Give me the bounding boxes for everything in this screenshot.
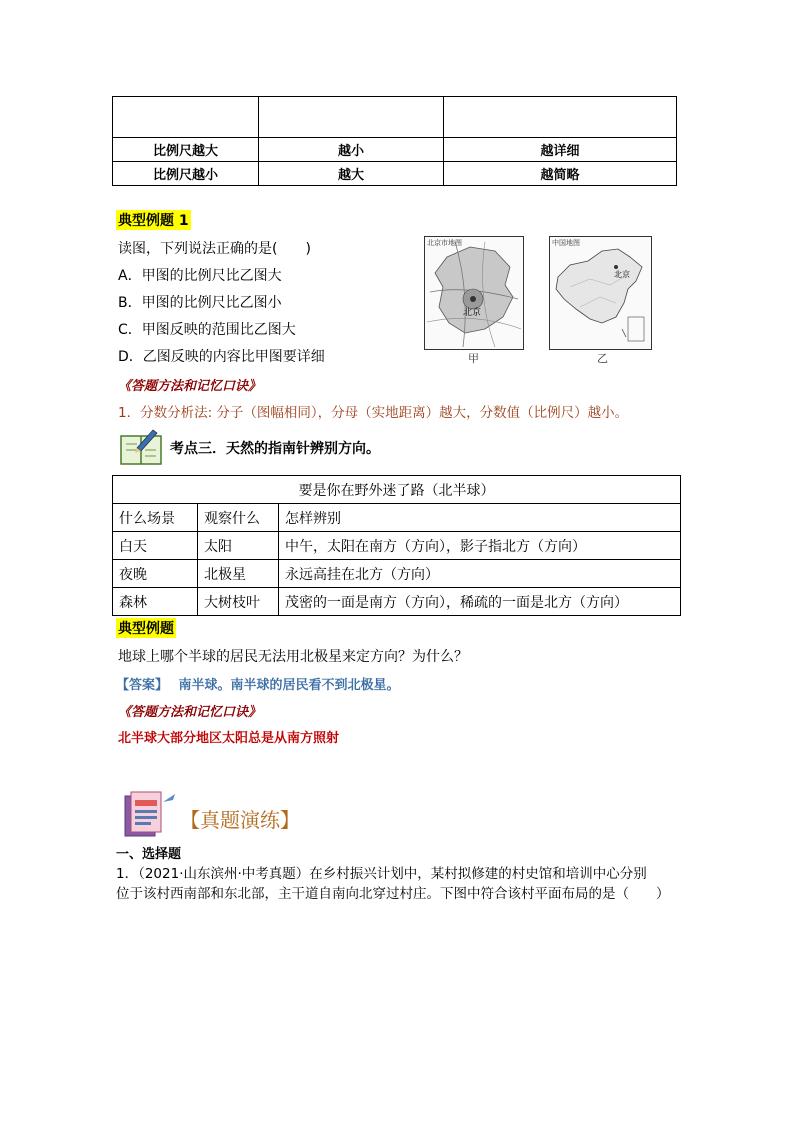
table-cell: 永远高挂在北方（方向） <box>279 560 681 588</box>
table-cell <box>113 97 259 138</box>
table-cell: 太阳 <box>198 532 279 560</box>
example-tag: 典型例题 <box>116 618 176 638</box>
column-header: 观察什么 <box>198 504 279 532</box>
example-question: 读图，下列说法正确的是( ) <box>118 241 311 257</box>
point-three-label: 考点三．天然的指南针辨别方向。 <box>170 441 380 457</box>
table-cell: 越大 <box>259 162 444 186</box>
table-cell <box>259 97 444 138</box>
table-cell <box>444 97 677 138</box>
method-line: 1．分数分析法: 分子（图幅相同），分母（实地距离）越大，分数值（比例尺）越小。 <box>118 405 629 421</box>
table-row <box>113 532 681 560</box>
table-cell: 森林 <box>113 588 198 616</box>
table-title: 要是你在野外迷了路（北半球） <box>113 476 681 504</box>
map-city-label: 北京 <box>614 270 630 279</box>
table-row <box>113 588 681 616</box>
example-tag: 典型例题 1 <box>116 210 191 230</box>
beijing-map-image <box>424 236 524 350</box>
method-line: 北半球大部分地区太阳总是从南方照射 <box>118 731 340 746</box>
question-line: 1．（2021·山东滨州·中考真题）在乡村振兴计划中，某村拟修建的村史馆和培训中心分别 <box>116 866 647 882</box>
book-pencil-icon <box>119 426 163 466</box>
table-header-row <box>113 504 681 532</box>
column-header: 怎样辨别 <box>279 504 681 532</box>
method-heading: 《答题方法和记忆口诀》 <box>118 379 262 394</box>
question-line: 位于该村西南部和东北部，主干道自南向北穿过村庄。下图中符合该村平面布局的是（ ） <box>116 886 670 902</box>
table-row <box>113 560 681 588</box>
table-cell: 越详细 <box>444 138 677 162</box>
table-cell: 中午，太阳在南方（方向），影子指北方（方向） <box>279 532 681 560</box>
direction-table <box>112 475 681 616</box>
option-a: A．甲图的比例尺比乙图大 <box>118 268 282 284</box>
table-title-row <box>113 476 681 504</box>
method-heading: 《答题方法和记忆口诀》 <box>118 705 262 720</box>
practice-title: 【真题演练】 <box>180 808 300 832</box>
table-cell: 越小 <box>259 138 444 162</box>
option-d: D．乙图反映的内容比甲图要详细 <box>118 349 325 365</box>
table-header-row <box>113 97 677 138</box>
table-cell: 北极星 <box>198 560 279 588</box>
table-cell: 白天 <box>113 532 198 560</box>
china-map-image <box>549 236 652 350</box>
map-title: 北京市地图 <box>427 239 462 247</box>
table-row <box>113 138 677 162</box>
map-city-label: 北京 <box>463 308 482 318</box>
section-heading: 一、选择题 <box>116 847 182 862</box>
table-cell: 越简略 <box>444 162 677 186</box>
table-cell: 茂密的一面是南方（方向），稀疏的一面是北方（方向） <box>279 588 681 616</box>
table-row <box>113 162 677 186</box>
china-map-drawing <box>550 237 651 349</box>
answer-label: 【答案】 <box>116 678 169 693</box>
practice-icon <box>121 790 179 838</box>
table-cell: 夜晚 <box>113 560 198 588</box>
map-caption-yi: 乙 <box>597 352 608 365</box>
map-title: 中国地图 <box>552 239 580 247</box>
example-question: 地球上哪个半球的居民无法用北极星来定方向？为什么？ <box>118 649 468 665</box>
answer-text: 南半球。南半球的居民看不到北极星。 <box>178 678 400 693</box>
table-cell: 大树枝叶 <box>198 588 279 616</box>
beijing-map-drawing <box>425 237 523 349</box>
answer-line <box>116 674 400 693</box>
table-cell: 比例尺越小 <box>113 162 259 186</box>
table-cell: 比例尺越大 <box>113 138 259 162</box>
option-b: B．甲图的比例尺比乙图小 <box>118 295 282 311</box>
option-c: C．甲图反映的范围比乙图大 <box>118 322 296 338</box>
column-header: 什么场景 <box>113 504 198 532</box>
map-caption-jia: 甲 <box>468 352 479 365</box>
scale-comparison-table <box>112 96 677 186</box>
